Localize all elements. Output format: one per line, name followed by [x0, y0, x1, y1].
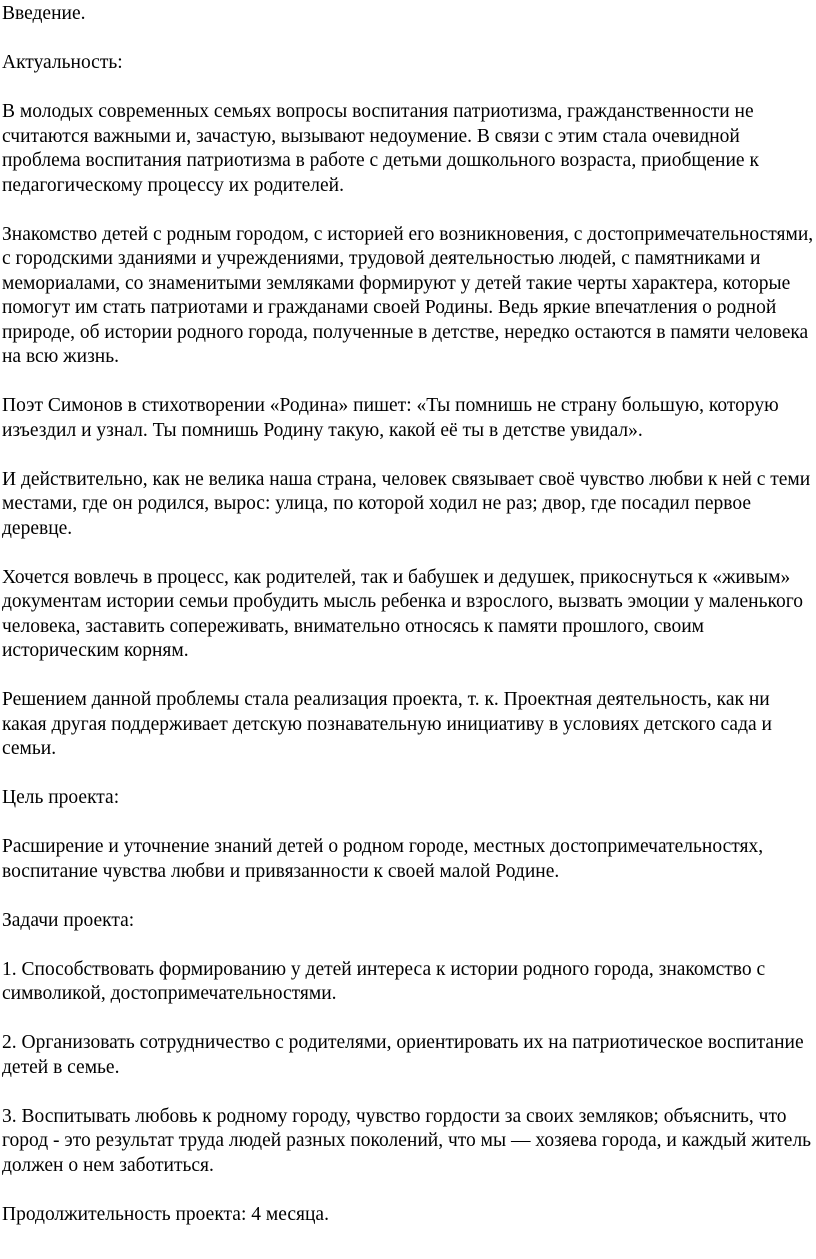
task-item-3: 3. Воспитывать любовь к родному городу, чувство гордости за своих земляков; объяснить, что город - это результат труда людей разных поколений, что мы — хозяева города, и каждый житель должен о нем заботиться. — [2, 1105, 812, 1176]
relevance-heading: Актуальность: — [2, 52, 123, 73]
relevance-paragraph-2: Знакомство детей с родным городом, с историей его возникновения, с достопримечательностями, с городскими зданиями и учреждениями, трудовой деятельностью людей, с памятниками и мемориалами, со знаменитыми земляками формируют у детей такие черты характера, которые помогут им стать патриотами и гражданами своей Родины. Ведь яркие впечатления о родной природе, об истории родного города, полученные в детстве, нередко остаются в памяти человека на всю жизнь. — [2, 223, 814, 367]
goal-heading: Цель проекта: — [2, 787, 120, 808]
relevance-paragraph-4: И действительно, как не велика наша страна, человек связывает своё чувство любви к ней с теми местами, где он родился, вырос: улица, по которой ходил не раз; двор, где посадил первое деревце. — [2, 468, 811, 539]
duration-text: Продолжительность проекта: 4 месяца. — [2, 1203, 329, 1225]
task-item-1: 1. Способствовать формированию у детей интереса к истории родного города, знакомство с символикой, достопримечательностями. — [2, 958, 766, 1004]
task-item-2: 2. Организовать сотрудничество с родителями, ориентировать их на патриотическое воспитание детей в семье. — [2, 1032, 804, 1078]
relevance-paragraph-1: В молодых современных семьях вопросы воспитания патриотизма, гражданственности не считаются важными и, зачастую, вызывают недоумение. В связи с этим стала очевидной проблема воспитания патриотизма в работе с детьми дошкольного возраста, приобщение к педагогическому процессу их родителей. — [2, 101, 759, 196]
poem-quote-paragraph: Поэт Симонов в стихотворении «Родина» пишет: «Ты помнишь не страну большую, которую изъездил и узнал. Ты помнишь Родину такую, какой её ты в детстве увидал». — [2, 395, 779, 441]
relevance-paragraph-5: Хочется вовлечь в процесс, как родителей, так и бабушек и дедушек, прикоснуться к «живым» документам истории семьи пробудить мысль ребенка и взрослого, вызвать эмоции у маленького человека, заставить сопереживать, внимательно относясь к памяти прошлого, своим историческим корням. — [2, 566, 803, 661]
goal-text: Расширение и уточнение знаний детей о родном городе, местных достопримечательностях, воспитание чувства любви и привязанности к своей малой Родине. — [2, 836, 764, 882]
intro-heading: Введение. — [2, 3, 86, 24]
tasks-heading: Задачи проекта: — [2, 909, 135, 931]
relevance-paragraph-6: Решением данной проблемы стала реализация проекта, т. к. Проектная деятельность, как ни какая другая поддерживает детскую познавательную инициативу в условиях детского сада и семьи. — [2, 689, 772, 759]
